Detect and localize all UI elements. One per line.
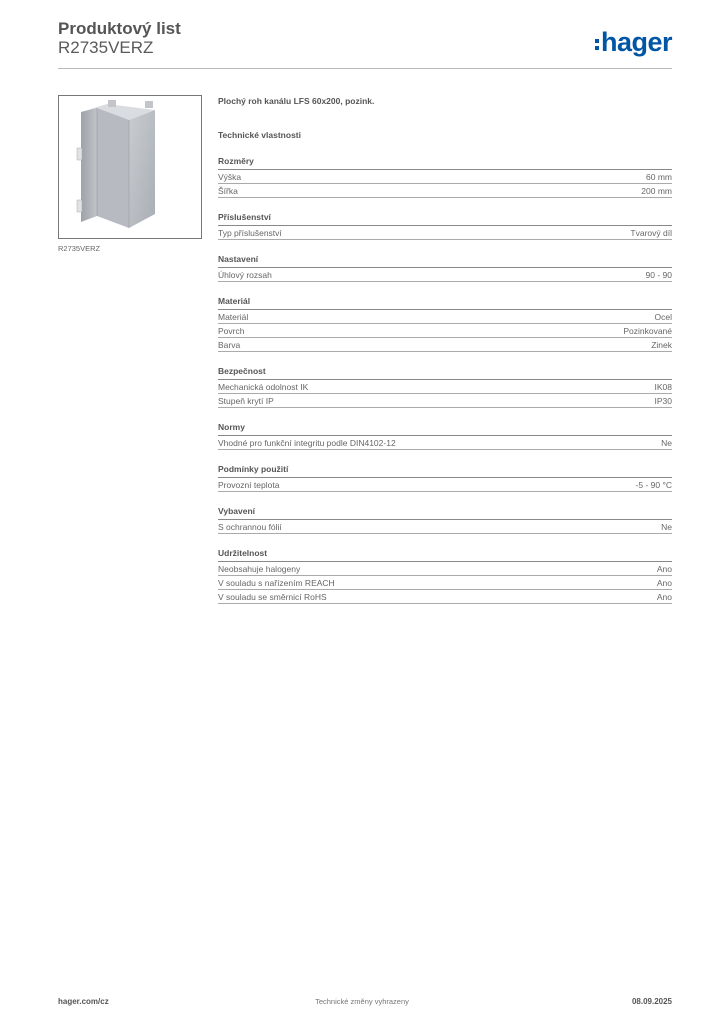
spec-section bbox=[218, 212, 672, 240]
cable-duct-corner-icon bbox=[59, 96, 201, 238]
spec-value: Ne bbox=[661, 438, 672, 448]
spec-value: 200 mm bbox=[641, 186, 672, 196]
page-title: Produktový list bbox=[58, 19, 181, 38]
spec-row bbox=[218, 576, 672, 590]
spec-value: Ano bbox=[656, 578, 672, 588]
spec-label: Typ příslušenství bbox=[218, 228, 282, 238]
spec-row bbox=[218, 436, 672, 450]
spec-value: Ano bbox=[656, 592, 672, 602]
technical-heading: Technické vlastnosti bbox=[218, 130, 301, 140]
spec-section-title: Normy bbox=[218, 422, 672, 436]
spec-value: Ano bbox=[656, 564, 672, 574]
spec-section-title: Příslušenství bbox=[218, 212, 672, 226]
spec-label: V souladu s nařízením REACH bbox=[218, 578, 335, 588]
spec-value: Ne bbox=[661, 522, 672, 532]
spec-section-title: Vybavení bbox=[218, 506, 672, 520]
spec-value: 60 mm bbox=[646, 172, 672, 182]
hager-logo bbox=[595, 26, 672, 58]
spec-section-title: Podmínky použití bbox=[218, 464, 672, 478]
spec-value: Pozinkované bbox=[623, 326, 672, 336]
spec-section bbox=[218, 422, 672, 450]
spec-label: Neobsahuje halogeny bbox=[218, 564, 301, 574]
spec-row bbox=[218, 394, 672, 408]
image-caption: R2735VERZ bbox=[58, 244, 101, 253]
spec-row bbox=[218, 562, 672, 576]
spec-label: Výška bbox=[218, 172, 242, 182]
spec-row bbox=[218, 590, 672, 604]
spec-label: V souladu se směrnicí RoHS bbox=[218, 592, 327, 602]
footer-date: 08.09.2025 bbox=[631, 997, 672, 1006]
spec-row bbox=[218, 520, 672, 534]
spec-value: Tvarový díl bbox=[630, 228, 672, 238]
spec-row bbox=[218, 268, 672, 282]
spec-value: IP30 bbox=[654, 396, 672, 406]
spec-row bbox=[218, 380, 672, 394]
spec-section-title: Nastavení bbox=[218, 254, 672, 268]
spec-label: Barva bbox=[218, 340, 241, 350]
spec-section-title: Rozměry bbox=[218, 156, 672, 170]
spec-label: Stupeň krytí IP bbox=[218, 396, 274, 406]
spec-row bbox=[218, 338, 672, 352]
spec-label: Vhodné pro funkční integritu podle DIN4102-12 bbox=[218, 438, 396, 448]
spec-label: Materiál bbox=[218, 312, 249, 322]
spec-label: Šířka bbox=[218, 186, 238, 196]
product-code: R2735VERZ bbox=[58, 38, 154, 57]
spec-section-title: Materiál bbox=[218, 296, 672, 310]
spec-label: Povrch bbox=[218, 326, 245, 336]
spec-row bbox=[218, 324, 672, 338]
spec-section bbox=[218, 254, 672, 282]
spec-value: 90 - 90 bbox=[645, 270, 672, 280]
product-details bbox=[218, 96, 672, 604]
footer-notice: Technické změny vyhrazeny bbox=[315, 997, 409, 1006]
spec-value: Ocel bbox=[654, 312, 672, 322]
spec-row bbox=[218, 184, 672, 198]
spec-label: Mechanická odolnost IK bbox=[218, 382, 309, 392]
footer-website[interactable]: hager.com/cz bbox=[58, 997, 109, 1006]
technical-sections bbox=[218, 156, 672, 604]
spec-section bbox=[218, 296, 672, 352]
spec-section bbox=[218, 156, 672, 198]
spec-value: -5 - 90 °C bbox=[635, 480, 672, 490]
spec-section bbox=[218, 548, 672, 604]
spec-section bbox=[218, 464, 672, 492]
spec-section-title: Udržitelnost bbox=[218, 548, 672, 562]
spec-section-title: Bezpečnost bbox=[218, 366, 672, 380]
spec-row bbox=[218, 226, 672, 240]
header-divider bbox=[58, 68, 672, 69]
spec-label: Úhlový rozsah bbox=[218, 270, 272, 280]
spec-row bbox=[218, 478, 672, 492]
spec-section bbox=[218, 366, 672, 408]
logo-mark-icon bbox=[595, 39, 599, 50]
product-image bbox=[58, 95, 202, 239]
spec-section bbox=[218, 506, 672, 534]
spec-value: IK08 bbox=[654, 382, 672, 392]
spec-row bbox=[218, 170, 672, 184]
spec-label: Provozní teplota bbox=[218, 480, 280, 490]
spec-value: Zinek bbox=[651, 340, 672, 350]
product-description: Plochý roh kanálu LFS 60x200, pozink. bbox=[218, 96, 375, 106]
spec-label: S ochrannou fólií bbox=[218, 522, 282, 532]
logo-text: hager bbox=[600, 26, 672, 57]
spec-row bbox=[218, 310, 672, 324]
